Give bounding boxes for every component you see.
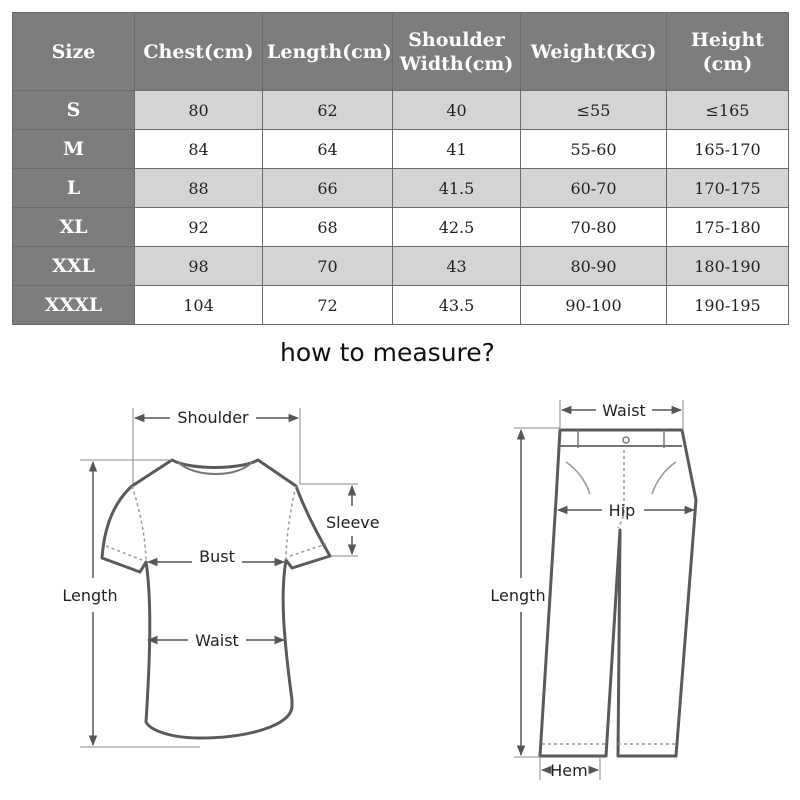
shoulder-cell: 43.5 — [393, 286, 521, 325]
size-label: M — [13, 130, 135, 169]
length-cell: 72 — [263, 286, 393, 325]
chest-cell: 98 — [135, 247, 263, 286]
length-cell: 64 — [263, 130, 393, 169]
shirt-waist-label: Waist — [195, 631, 239, 650]
chest-cell: 92 — [135, 208, 263, 247]
hip-label: Hip — [608, 501, 636, 520]
height-cell: 170-175 — [667, 169, 789, 208]
table-row — [13, 247, 789, 286]
chest-cell: 88 — [135, 169, 263, 208]
header-shoulder-width: Shoulder Width(cm) — [393, 13, 521, 91]
shoulder-label: Shoulder — [177, 408, 249, 427]
weight-cell: 90-100 — [521, 286, 667, 325]
weight-cell: 55-60 — [521, 130, 667, 169]
pants-waist-label: Waist — [602, 401, 646, 420]
height-cell: 180-190 — [667, 247, 789, 286]
size-label: XXXL — [13, 286, 135, 325]
shirt-length-label: Length — [62, 586, 118, 605]
table-header-row — [13, 13, 789, 91]
shoulder-cell: 42.5 — [393, 208, 521, 247]
length-cell: 66 — [263, 169, 393, 208]
shoulder-cell: 43 — [393, 247, 521, 286]
shoulder-cell: 41.5 — [393, 169, 521, 208]
sleeve-label: Sleeve — [326, 513, 380, 532]
height-cell: 190-195 — [667, 286, 789, 325]
header-size: Size — [13, 13, 135, 91]
size-label: S — [13, 91, 135, 130]
size-label: L — [13, 169, 135, 208]
chest-cell: 84 — [135, 130, 263, 169]
chest-cell: 80 — [135, 91, 263, 130]
height-cell: 175-180 — [667, 208, 789, 247]
weight-cell: 70-80 — [521, 208, 667, 247]
pants-illustration — [540, 430, 696, 756]
weight-cell: ≤55 — [521, 91, 667, 130]
measurement-diagram — [0, 380, 800, 800]
hem-label: Hem — [550, 761, 588, 780]
chest-cell: 104 — [135, 286, 263, 325]
shoulder-cell: 40 — [393, 91, 521, 130]
table-row — [13, 91, 789, 130]
header-length: Length(cm) — [263, 13, 393, 91]
weight-cell: 80-90 — [521, 247, 667, 286]
pants-outline — [540, 430, 696, 756]
table-row — [13, 208, 789, 247]
weight-cell: 60-70 — [521, 169, 667, 208]
header-height: Height (cm) — [667, 13, 789, 91]
shoulder-cell: 41 — [393, 130, 521, 169]
header-weight: Weight(KG) — [521, 13, 667, 91]
height-cell: ≤165 — [667, 91, 789, 130]
tshirt-illustration — [102, 460, 330, 738]
bust-label: Bust — [199, 547, 235, 566]
table-row — [13, 286, 789, 325]
table-row — [13, 130, 789, 169]
tshirt-outline — [102, 460, 330, 738]
height-cell: 165-170 — [667, 130, 789, 169]
pants-length-label: Length — [490, 586, 546, 605]
size-label: XL — [13, 208, 135, 247]
length-cell: 68 — [263, 208, 393, 247]
table-row — [13, 169, 789, 208]
size-chart-table — [12, 12, 789, 325]
length-cell: 70 — [263, 247, 393, 286]
how-to-measure-title: how to measure? — [280, 338, 495, 367]
size-label: XXL — [13, 247, 135, 286]
length-cell: 62 — [263, 91, 393, 130]
header-chest: Chest(cm) — [135, 13, 263, 91]
